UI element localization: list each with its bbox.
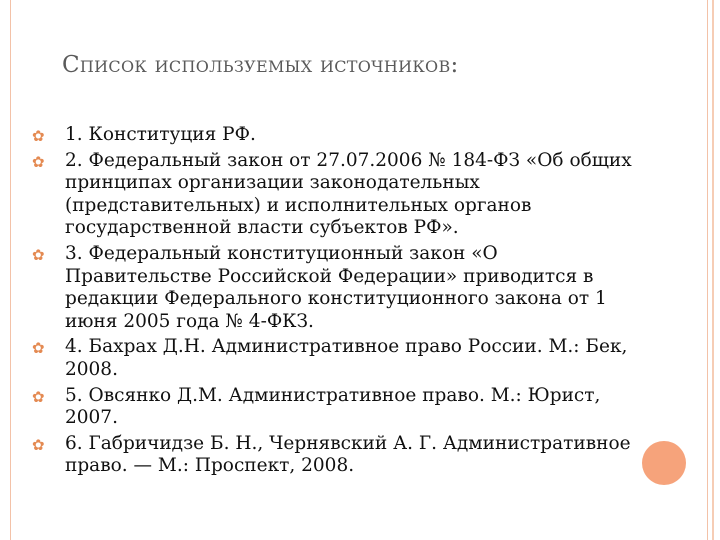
source-text: 5. Овсянко Д.М. Административное право. М.: Юрист, 2007. [65,384,601,429]
list-item [32,433,632,478]
source-text: 2. Федеральный закон от 27.07.2006 № 184-ФЗ «Об общих принципах организации законодательных (представительных) и исполнительных органов государственной власти субъектов РФ». [65,149,632,239]
list-item [32,124,632,147]
list-item [32,336,632,381]
list-item [32,385,632,430]
slide-right-edge [712,0,714,540]
source-text: 4. Бахрах Д.Н. Административное право России. М.: Бек, 2008. [65,336,628,380]
flower-bullet-icon: ✿ [32,387,45,406]
decorative-circle [642,441,686,485]
list-item [32,150,632,240]
flower-bullet-icon: ✿ [32,152,45,171]
source-text: 1. Конституция РФ. [65,124,256,145]
flower-bullet-icon: ✿ [32,127,45,145]
source-text: 3. Федеральный конституционный закон «О Правительстве Российской Федерации» приводится в редакции Федерального конституционного закона от 1 июня 2005 года № 4-ФКЗ. [65,242,607,332]
slide-title: Список используемых источников: [62,52,459,78]
flower-bullet-icon: ✿ [32,435,45,454]
flower-bullet-icon: ✿ [32,245,45,264]
source-text: 6. Габричидзе Б. Н., Чернявский А. Г. Административное право. — М.: Проспект, 2008. [65,432,631,477]
flower-bullet-icon: ✿ [32,339,45,358]
sources-list [32,124,632,481]
list-item [32,243,632,333]
